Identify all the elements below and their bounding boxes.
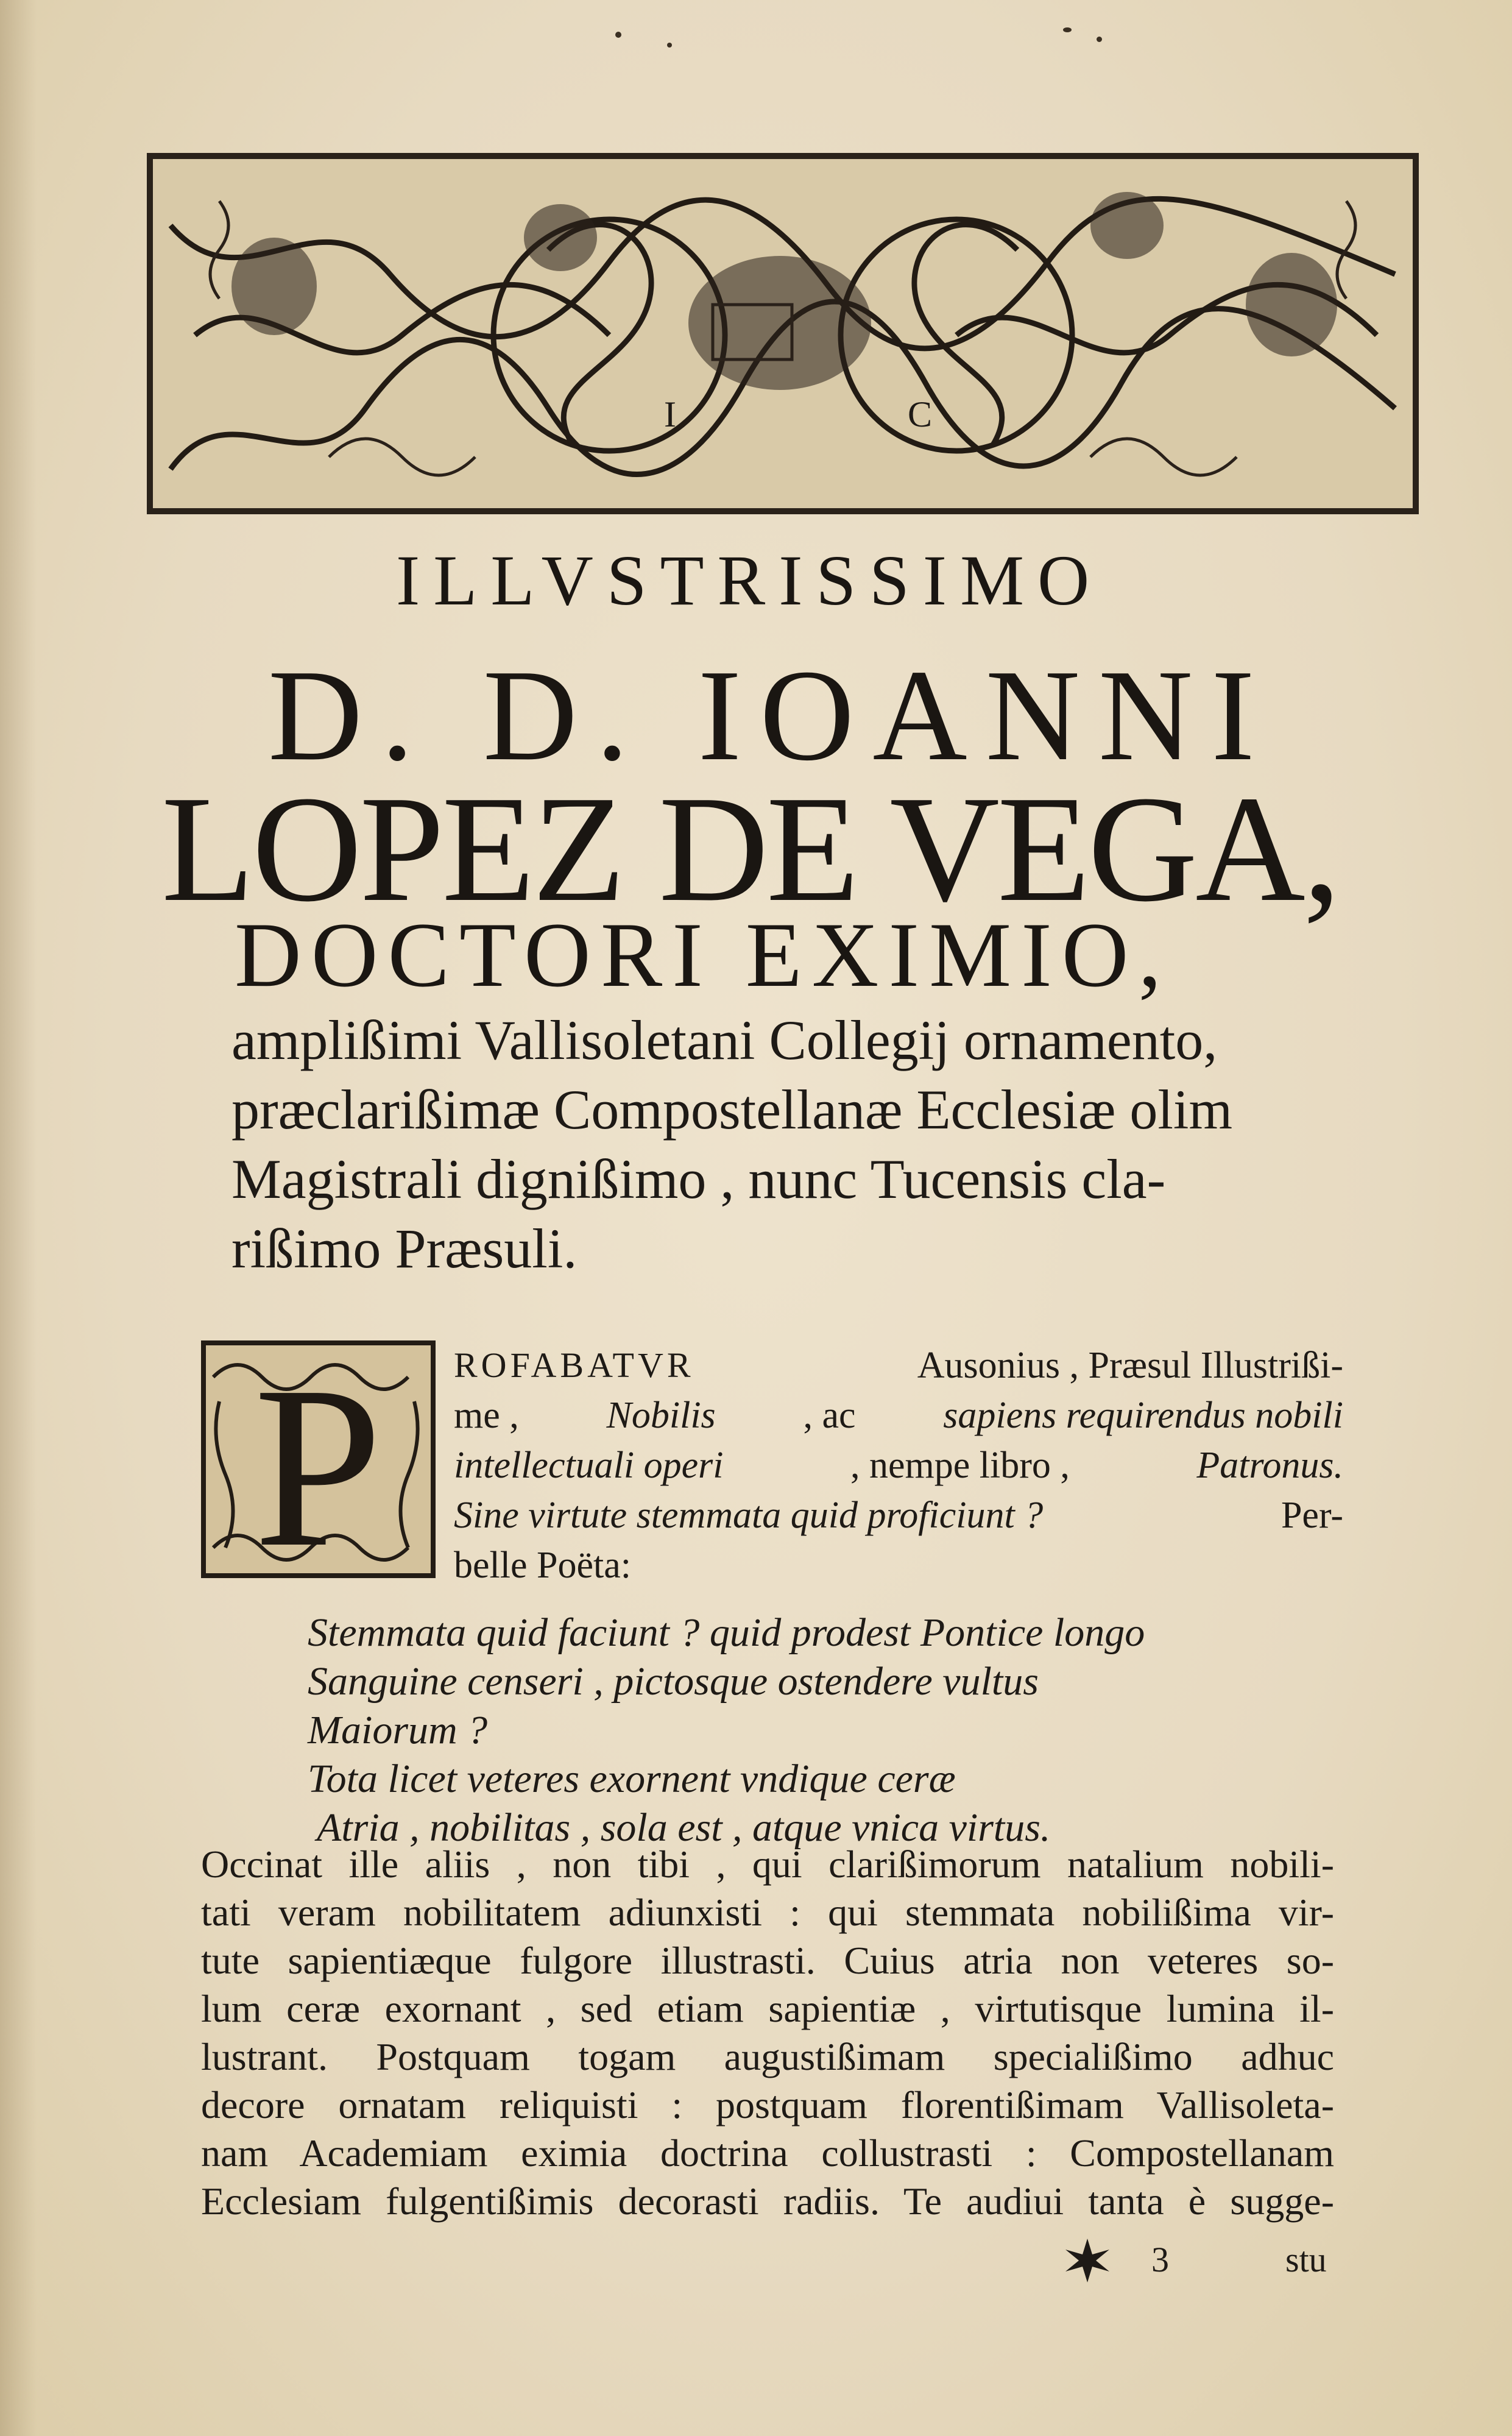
svg-text:P: P xyxy=(253,1340,383,1578)
intro-italic: sapiens requirendus nobili xyxy=(943,1395,1343,1436)
body-paragraph xyxy=(201,1840,1334,2225)
intro-italic: Nobilis xyxy=(606,1395,716,1436)
body-line: lum ceræ exornant , sed etiam sapientiæ , virtutisque lumina il- xyxy=(201,1987,1334,2030)
binding-shadow xyxy=(0,0,37,2436)
svg-text:C: C xyxy=(908,394,933,434)
intro-line xyxy=(454,1390,1343,1440)
ink-speck xyxy=(1063,27,1072,32)
intro-line xyxy=(454,1440,1343,1490)
title-illustrissimo: ILLVSTRISSIMO xyxy=(396,540,1103,620)
intro-line xyxy=(454,1490,1343,1540)
dedication-line: amplißimi Vallisoletani Collegij ornamento, xyxy=(231,1009,1218,1071)
intro-text: , ac xyxy=(803,1395,856,1436)
dedication-line: Magistrali dignißimo , nunc Tucensis cla- xyxy=(231,1148,1166,1210)
signature-mark: 3 xyxy=(1151,2240,1169,2279)
body-line: Ecclesiam fulgentißimis decorasti radiis. Te audiui tanta è sugge- xyxy=(201,2179,1334,2223)
verse-line: Stemmata quid faciunt ? quid prodest Pontice longo xyxy=(308,1610,1145,1655)
intro-text: me , xyxy=(454,1395,519,1436)
body-line: lustrant. Postquam togam augustißimam specialißimo adhuc xyxy=(201,2035,1334,2078)
intro-text: Ausonius , Præsul Illustrißi- xyxy=(917,1345,1343,1386)
title-surname: LOPEZ DE VEGA, xyxy=(161,765,1339,933)
cross-pattee-icon xyxy=(1063,2236,1112,2285)
ink-speck xyxy=(667,43,672,48)
body-line: tati veram nobilitatem adiunxisti : qui stemmata nobilißima vir- xyxy=(201,1891,1334,1934)
title-doctori: DOCTORI EXIMIO, xyxy=(235,904,1171,1006)
body-line: decore ornatam reliquisti : postquam florentißimam Vallisoleta- xyxy=(201,2083,1334,2126)
intro-line xyxy=(454,1340,1343,1390)
body-line: Occinat ille aliis , non tibi , qui clarißimorum natalium nobili- xyxy=(201,1843,1334,1886)
dropcap-ornament xyxy=(201,1340,436,1578)
verse-line: Atria , nobilitas , sola est , atque vnica virtus. xyxy=(317,1805,1051,1850)
intro-text: , nempe libro , xyxy=(850,1445,1070,1486)
svg-text:I: I xyxy=(664,394,676,434)
dedication-text xyxy=(231,1005,1389,1283)
intro-text: belle Poëta: xyxy=(454,1545,631,1586)
title-name: D. D. IOANNI xyxy=(268,642,1273,788)
ink-speck xyxy=(1097,37,1102,42)
headpiece-ornament xyxy=(146,152,1419,515)
intro-italic: Patronus. xyxy=(1196,1445,1343,1486)
body-line: nam Academiam eximia doctrina collustrasti : Compostellanam xyxy=(201,2131,1334,2175)
verse-line: Maiorum ? xyxy=(308,1708,488,1752)
verse-line: Tota licet veteres exornent vndique ceræ xyxy=(308,1757,956,1801)
verse-line: Sanguine censeri , pictosque ostendere vultus xyxy=(308,1659,1039,1704)
ink-speck xyxy=(615,32,621,38)
body-line: tute sapientiæque fulgore illustrasti. Cuius atria non veteres so- xyxy=(201,1939,1334,1982)
intro-line xyxy=(454,1540,1343,1590)
intro-paragraph xyxy=(454,1340,1343,1590)
intro-italic: Sine virtute stemmata quid proficiunt ? xyxy=(454,1495,1044,1536)
catchword: stu xyxy=(1285,2240,1327,2279)
dedication-line: præclarißimæ Compostellanæ Ecclesiæ olim xyxy=(231,1078,1233,1141)
intro-text: Per- xyxy=(1281,1495,1343,1536)
intro-smallcaps: ROFABATVR xyxy=(454,1345,694,1385)
dedication-line: rißimo Præsuli. xyxy=(231,1217,578,1280)
verse-quote xyxy=(308,1609,1145,1852)
intro-italic: intellectuali operi xyxy=(454,1445,724,1486)
